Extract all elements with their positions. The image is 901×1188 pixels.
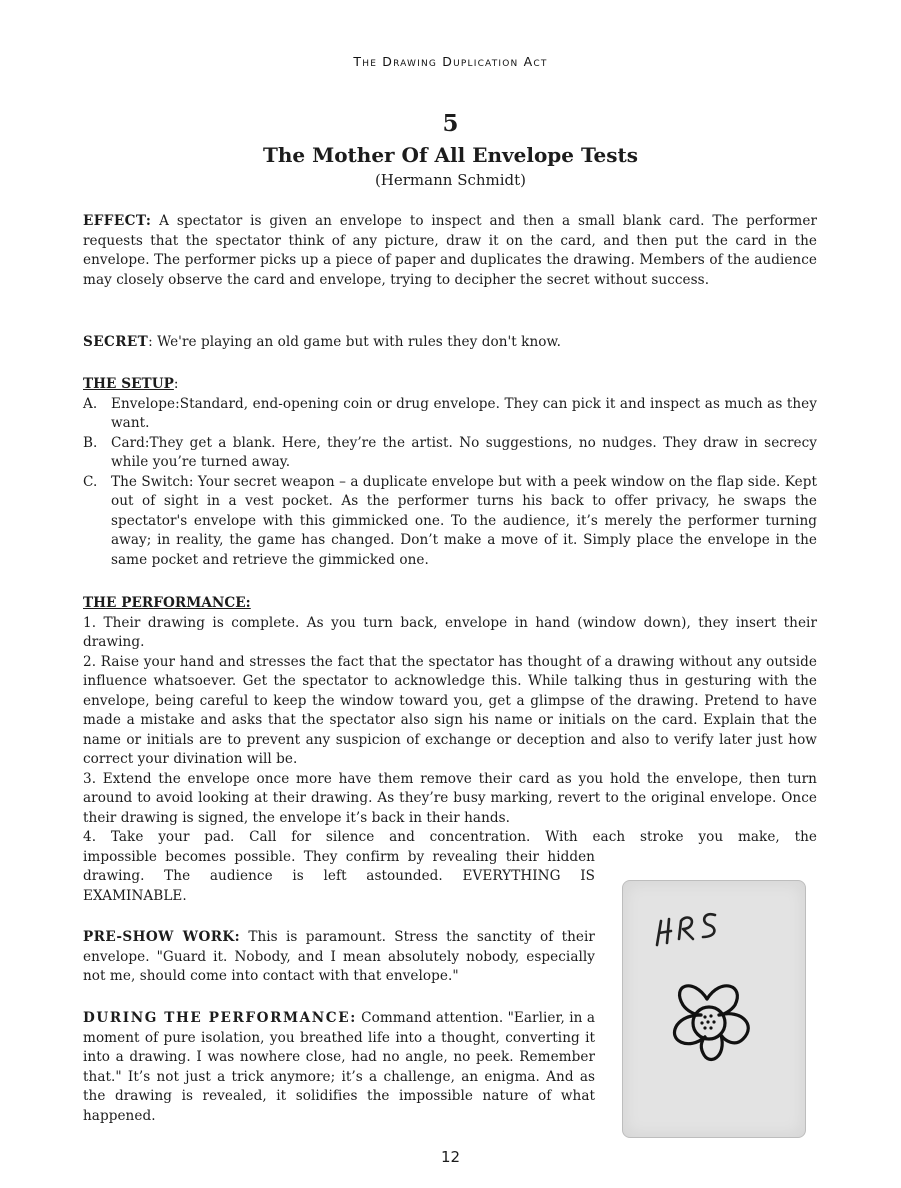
preshow-label: PRE-SHOW WORK: (83, 929, 241, 945)
card-photo (622, 880, 806, 1138)
secret-text: : We're playing an old game but with rules they don't know. (148, 334, 561, 350)
during-label: DURING THE PERFORMANCE: (83, 1010, 357, 1026)
setup-item-text: Envelope:Standard, end-opening coin or drug envelope. They can pick it and inspect as much as they want. (111, 395, 817, 431)
setup-colon: : (173, 376, 179, 392)
during-text: Command attention. "Earlier, in a moment of pure isolation, you breathed life into a thought, converting it into a drawing. I was nowhere close, had no angle, no peek. Remember that." It’s not just a trick anymore; it’s a challenge, an enigma. And as the drawing is revealed, it solidifies the impossible nature of what happened. (83, 1010, 595, 1124)
effect-text: A spectator is given an envelope to inspect and then a small blank card. The performer requests that the spectator think of any picture, draw it on the card, and then put the card in the envelope. The performer picks up a piece of paper and duplicates the drawing. Members of the audience may closely observe the card and envelope, trying to decipher the secret without success. (83, 213, 817, 288)
setup-item-a (83, 395, 817, 434)
chapter-title: The Mother Of All Envelope Tests (262, 143, 639, 167)
setup-item-text: The Switch: Your secret weapon – a duplicate envelope but with a peek window on the flap side. Kept out of sight in a vest pocket. As the performer turns his back to offer privacy, he swaps the spectator's envelope with this gimmicked one. To the audience, it’s merely the performer turning away; in reality, the game has changed. Don’t make a move of it. Simply place the envelope in the same pocket and retrieve the gimmicked one. (111, 473, 817, 568)
setup-marker: C. (83, 473, 98, 490)
setup-heading (83, 375, 817, 395)
setup-marker: A. (83, 395, 98, 412)
during-section (83, 1009, 595, 1126)
setup-section (83, 375, 817, 570)
page-number: 12 (440, 1148, 461, 1166)
secret-section (83, 333, 817, 353)
performance-step-3: 3. Extend the envelope once more have them remove their card as you hold the envelope, then turn around to avoid looking at their drawing. As they’re busy marking, revert to the original envelope. Once their drawing is signed, the envelope it’s back in their hands. (83, 770, 817, 826)
effect-paragraph (83, 212, 817, 290)
flower-drawing-icon (674, 986, 748, 1060)
preshow-text: This is paramount. Stress the sanctity of their envelope. "Guard it. Nobody, and I mean absolutely nobody, especially not me, should come into contact with that envelope." (83, 929, 595, 984)
performance-step-1: 1. Their drawing is complete. As you turn back, envelope in hand (window down), they insert their drawing. (83, 614, 817, 650)
flower-center-dots (700, 1014, 715, 1029)
secret-label: SECRET (83, 334, 149, 350)
chapter-author: (Hermann Schmidt) (374, 171, 527, 189)
performance-step-4-rest: impossible becomes possible. They confirm by revealing their hidden drawing. The audience is left astounded. EVERYTHING IS EXAMINABLE. (83, 848, 595, 904)
initials-handwriting (657, 914, 715, 945)
performance-step-2: 2. Raise your hand and stresses the fact that the spectator has thought of a drawing without any outside influence whatsoever. Get the spectator to acknowledge this. While talking thus in gesturing with the envelope, being careful to keep the window toward you, get a glimpse of the drawing. Pretend to have made a mistake and asks that the spectator also sign his name or initials on the card. Explain that the name or initials are to prevent any suspicion of exchange or deception and also to verify later just how correct your divination will be. (83, 653, 817, 767)
during-paragraph (83, 1009, 595, 1126)
setup-item-b (83, 434, 817, 473)
performance-step-4-first-line: 4. Take your pad. Call for silence and concentration. With each stroke you make, the (83, 829, 817, 845)
setup-item-text: Card:They get a blank. Here, they’re the artist. No suggestions, no nudges. They draw in secrecy while you’re turned away. (111, 434, 817, 470)
setup-marker: B. (83, 434, 98, 451)
preshow-paragraph (83, 928, 595, 987)
performance-section (83, 594, 817, 906)
preshow-section (83, 928, 595, 987)
running-head: The Drawing Duplication Act (353, 54, 548, 69)
setup-list (83, 395, 817, 571)
secret-paragraph (83, 333, 817, 353)
card-drawing-svg (623, 881, 805, 1137)
setup-item-c (83, 473, 817, 571)
performance-label: THE PERFORMANCE: (83, 595, 251, 611)
effect-label: EFFECT: (83, 213, 152, 229)
chapter-number: 5 (442, 110, 459, 137)
setup-label: THE SETUP (83, 376, 174, 392)
effect-section (83, 212, 817, 290)
